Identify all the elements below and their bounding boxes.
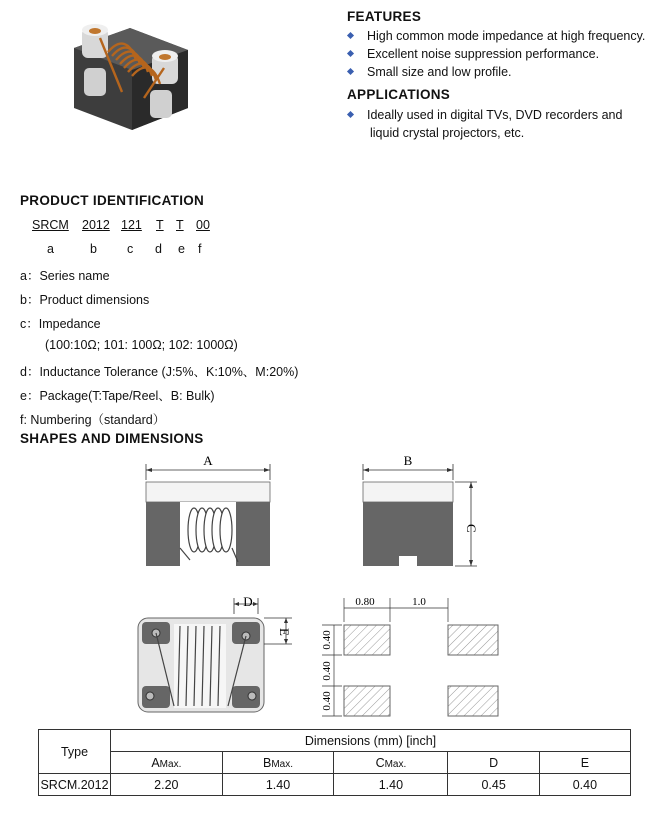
product-identification-heading: PRODUCT IDENTIFICATION xyxy=(20,193,205,208)
list-item: Excellent noise suppression performance. xyxy=(345,45,645,63)
letter-b: b xyxy=(90,242,97,256)
land-pattern-drawing xyxy=(316,592,506,720)
id-line-e: e：Package(T:Tape/Reel、B: Bulk) xyxy=(20,389,215,403)
front-view-drawing xyxy=(138,452,280,572)
id-line-f: f: Numbering（standard） xyxy=(20,413,166,427)
cell-e: 0.40 xyxy=(539,774,630,796)
dim-label-pad-height-3: 0.40 xyxy=(321,691,333,711)
side-view-drawing xyxy=(355,452,485,576)
table-subheader-row xyxy=(39,752,631,774)
dim-label-b: B xyxy=(403,453,413,468)
applications-heading: APPLICATIONS xyxy=(347,87,451,102)
features-list xyxy=(345,27,645,81)
features-heading: FEATURES xyxy=(347,9,422,24)
list-item: High common mode impedance at high frequency. xyxy=(345,27,645,45)
code-package: T xyxy=(176,218,184,232)
code-series: SRCM xyxy=(32,218,69,232)
dim-label-c: C xyxy=(464,524,479,533)
col-b-header: BMax. xyxy=(222,752,334,774)
list-item xyxy=(345,106,622,142)
dimensions-header: Dimensions (mm) [inch] xyxy=(111,730,631,752)
letter-d: d xyxy=(155,242,162,256)
type-header: Type xyxy=(39,730,111,774)
table-header-row xyxy=(39,730,631,752)
letter-f: f xyxy=(198,242,202,256)
id-line-d: d：Inductance Tolerance (J:5%、K:10%、M:20%) xyxy=(20,365,299,379)
dim-label-pad-height-2: 0.40 xyxy=(321,661,333,681)
id-line-c: c：Impedance xyxy=(20,317,101,331)
code-dimensions: 2012 xyxy=(82,218,110,232)
dim-label-d: D xyxy=(243,594,253,609)
dim-label-e: E xyxy=(277,628,292,636)
cell-a: 2.20 xyxy=(111,774,223,796)
applications-line1: Ideally used in digital TVs, DVD recorders and xyxy=(367,108,623,122)
col-e-header: E xyxy=(539,752,630,774)
cell-type: SRCM.2012 xyxy=(39,774,111,796)
cell-c: 1.40 xyxy=(334,774,448,796)
dim-label-pad-height-1: 0.40 xyxy=(321,630,333,650)
col-d-header: D xyxy=(448,752,539,774)
letter-e: e xyxy=(178,242,185,256)
dimensions-table xyxy=(38,729,631,796)
dim-label-a: A xyxy=(203,453,213,468)
list-item: Small size and low profile. xyxy=(345,63,645,81)
shapes-heading: SHAPES AND DIMENSIONS xyxy=(20,431,204,446)
id-line-a: a：Series name xyxy=(20,269,110,283)
col-a-header: AMax. xyxy=(111,752,223,774)
id-line-c-detail: (100:10Ω; 101: 100Ω; 102: 1000Ω) xyxy=(45,338,238,352)
code-impedance: 121 xyxy=(121,218,142,232)
code-tolerance: T xyxy=(156,218,164,232)
cell-d: 0.45 xyxy=(448,774,539,796)
cell-b: 1.40 xyxy=(222,774,334,796)
letter-a: a xyxy=(47,242,54,256)
dim-label-pad-gap: 1.0 xyxy=(412,596,426,608)
letter-c: c xyxy=(127,242,134,256)
code-numbering: 00 xyxy=(196,218,210,232)
applications-list xyxy=(345,106,622,142)
table-row xyxy=(39,774,631,796)
product-photo xyxy=(60,8,210,138)
applications-line2: liquid crystal projectors, etc. xyxy=(370,126,525,140)
dim-label-pad-width: 0.80 xyxy=(355,596,375,608)
top-view-drawing xyxy=(134,592,296,716)
id-line-b: b：Product dimensions xyxy=(20,293,150,307)
col-c-header: CMax. xyxy=(334,752,448,774)
